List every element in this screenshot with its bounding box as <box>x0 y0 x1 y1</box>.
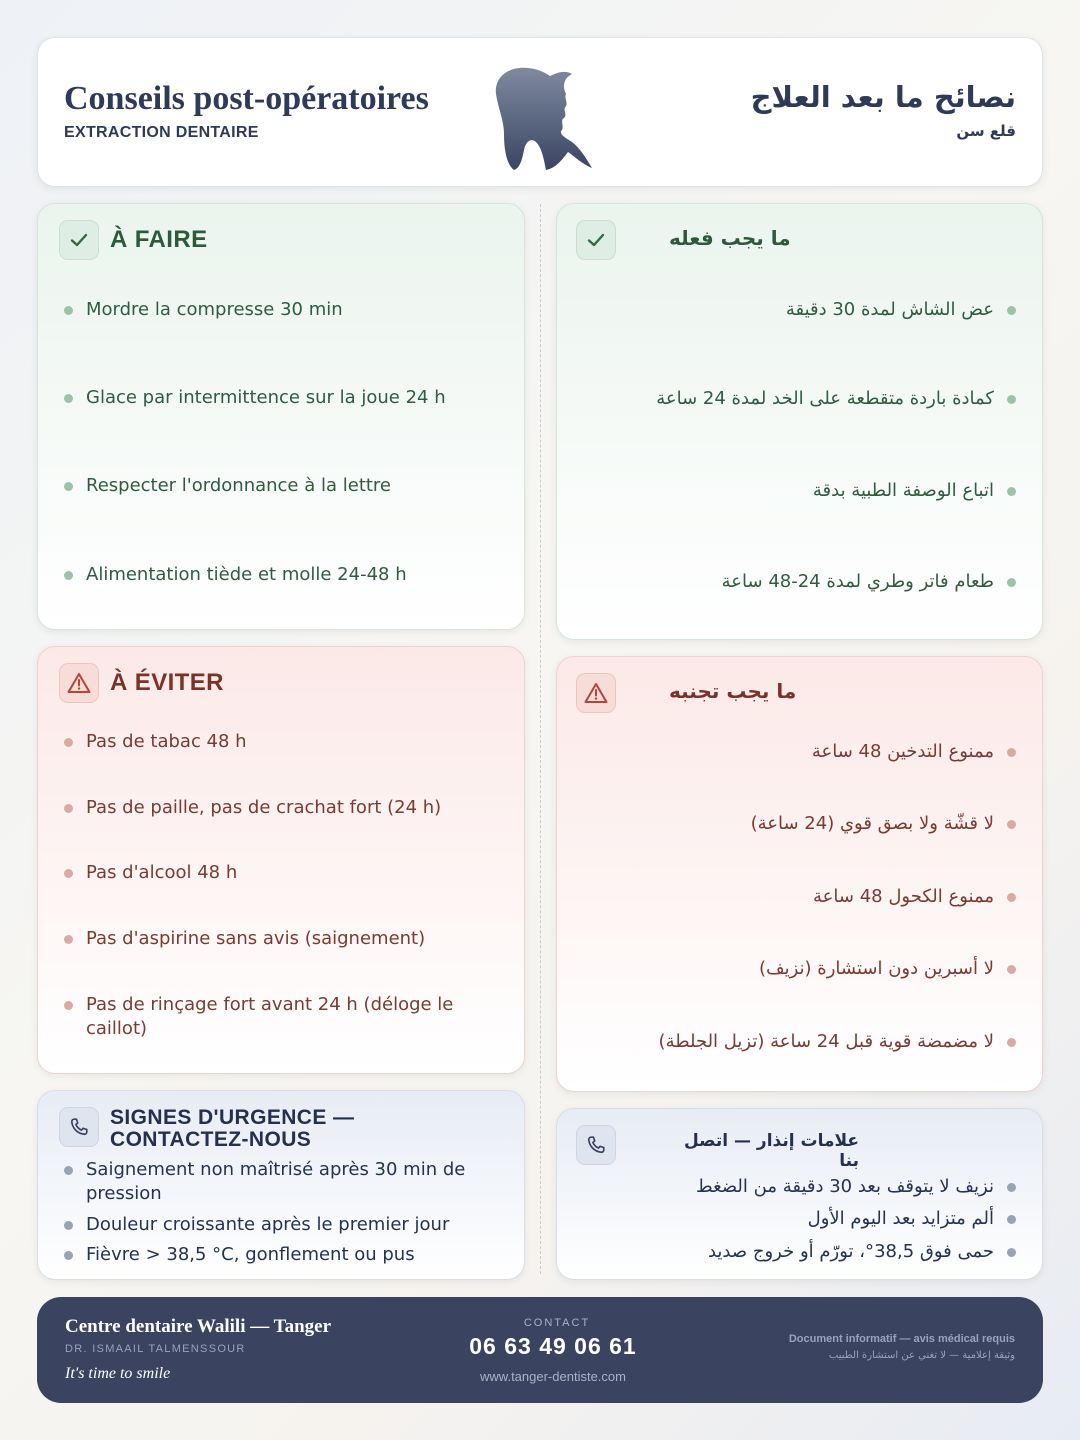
list-item <box>583 570 1016 594</box>
page-subtitle-ar: قلع سن <box>956 122 1016 140</box>
bullet-dot <box>1007 893 1016 902</box>
list-item <box>64 927 498 951</box>
phone-icon <box>576 1125 616 1165</box>
bullet-dot <box>64 804 73 813</box>
checkmark-icon <box>59 220 99 260</box>
urgent-title-fr: SIGNES D'URGENCE — CONTACTEZ-NOUS <box>110 1106 355 1151</box>
list-item <box>64 474 498 498</box>
list-item-text: كمادة باردة متقطعة على الخد لمدة 24 ساعة <box>656 388 994 409</box>
disclaimer-fr: Document informatif — avis médical requis <box>788 1333 1015 1345</box>
todo-section-ar <box>556 203 1043 640</box>
bullet-dot <box>64 394 73 403</box>
urgent-title-ar: علامات إنذار — اتصل بنا <box>683 1131 859 1171</box>
urgent-section-ar <box>556 1108 1043 1280</box>
bullet-dot <box>64 869 73 878</box>
bullet-dot <box>1007 1248 1016 1257</box>
list-item <box>64 730 498 754</box>
list-item <box>583 885 1016 909</box>
avoid-title-ar: ما يجب تجنبه <box>669 679 797 703</box>
list-item <box>64 386 498 410</box>
bullet-dot <box>64 571 73 580</box>
clinic-name: Centre dentaire Walili — Tanger <box>65 1316 332 1337</box>
checkmark-icon <box>576 220 616 260</box>
avoid-section-fr <box>37 646 525 1074</box>
list-item-text: Alimentation tiède et molle 24-48 h <box>86 564 407 585</box>
warning-triangle-icon <box>59 663 99 703</box>
list-item <box>64 993 498 1041</box>
list-item-text: ممنوع التدخين 48 ساعة <box>811 741 994 762</box>
list-item-text: Pas de rinçage fort avant 24 h (déloge le caillot) <box>86 994 454 1039</box>
disclaimer-ar: وثيقة إعلامية — لا تغني عن استشارة الطبيب <box>828 1350 1015 1361</box>
list-item-text: ألم متزايد بعد اليوم الأول <box>807 1208 994 1229</box>
list-item-text: اتباع الوصفة الطبية بدقة <box>812 480 994 501</box>
list-item <box>64 1243 498 1267</box>
todo-section-fr <box>37 203 525 630</box>
list-item <box>583 740 1016 764</box>
urgent-section-fr <box>37 1090 525 1280</box>
page-subtitle-fr: EXTRACTION DENTAIRE <box>64 124 259 141</box>
list-item <box>64 298 498 322</box>
list-item-text: لا قشّة ولا بصق قوي (24 ساعة) <box>750 813 994 834</box>
list-item-text: Fièvre > 38,5 °C, gonflement ou pus <box>86 1244 415 1265</box>
footer-bar <box>37 1297 1043 1403</box>
column-divider <box>540 204 541 1274</box>
list-item-text: لا أسبرين دون استشارة (نزيف) <box>758 958 994 979</box>
warning-triangle-icon <box>576 673 616 713</box>
bullet-dot <box>64 1221 73 1230</box>
page-title-fr: Conseils post-opératoires <box>64 80 429 117</box>
list-item <box>64 796 498 820</box>
list-item <box>583 298 1016 322</box>
list-item-text: نزيف لا يتوقف بعد 30 دقيقة من الضغط <box>696 1176 994 1197</box>
bullet-dot <box>64 1001 73 1010</box>
list-item-text: Glace par intermittence sur la joue 24 h <box>86 387 446 408</box>
list-item-text: Pas de paille, pas de crachat fort (24 h) <box>86 797 442 818</box>
bullet-dot <box>1007 1038 1016 1047</box>
list-item-text: عض الشاش لمدة 30 دقيقة <box>785 299 994 320</box>
bullet-dot <box>64 306 73 315</box>
list-item-text: Pas d'alcool 48 h <box>86 862 238 883</box>
list-item <box>64 1213 498 1237</box>
phone-icon <box>59 1107 99 1147</box>
bullet-dot <box>1007 306 1016 315</box>
bullet-dot <box>1007 748 1016 757</box>
list-item <box>583 957 1016 981</box>
bullet-dot <box>1007 1215 1016 1224</box>
bullet-dot <box>1007 965 1016 974</box>
website-link[interactable]: www.tanger-dentiste.com <box>480 1369 626 1384</box>
bullet-dot <box>64 482 73 491</box>
slogan: It's time to smile <box>65 1365 171 1382</box>
contact-label: CONTACT <box>523 1317 591 1329</box>
list-item <box>583 1240 1016 1264</box>
todo-title-fr: À FAIRE <box>110 226 208 253</box>
list-item <box>583 812 1016 836</box>
list-item-text: طعام فاتر وطري لمدة 24-48 ساعة <box>721 571 994 592</box>
list-item <box>583 387 1016 411</box>
bullet-dot <box>1007 578 1016 587</box>
list-item-text: Pas d'aspirine sans avis (saignement) <box>86 928 426 949</box>
list-item <box>583 1175 1016 1199</box>
list-item-text: Pas de tabac 48 h <box>86 731 247 752</box>
bullet-dot <box>1007 820 1016 829</box>
bullet-dot <box>1007 395 1016 404</box>
phone-number-link[interactable]: 06 63 49 06 61 <box>469 1333 637 1359</box>
bullet-dot <box>64 1251 73 1260</box>
avoid-title-fr: À ÉVITER <box>110 669 224 696</box>
list-item <box>583 479 1016 503</box>
list-item <box>583 1207 1016 1231</box>
list-item-text: Respecter l'ordonnance à la lettre <box>86 475 392 496</box>
doctor-name: DR. ISMAAIL TALMENSSOUR <box>65 1343 246 1355</box>
header-card <box>37 37 1043 187</box>
bullet-dot <box>1007 1183 1016 1192</box>
list-item <box>64 1158 498 1206</box>
bullet-dot <box>1007 487 1016 496</box>
bullet-dot <box>64 738 73 747</box>
list-item-text: Douleur croissante après le premier jour <box>86 1214 450 1235</box>
tooth-profile-icon <box>488 64 596 174</box>
page-title-ar: نصائح ما بعد العلاج <box>750 80 1016 114</box>
list-item <box>583 1030 1016 1054</box>
list-item-text: Mordre la compresse 30 min <box>86 299 343 320</box>
list-item-text: حمى فوق 38,5°، تورّم أو خروج صديد <box>707 1241 994 1262</box>
avoid-section-ar <box>556 656 1043 1092</box>
bullet-dot <box>64 935 73 944</box>
list-item <box>64 861 498 885</box>
bullet-dot <box>64 1166 73 1175</box>
list-item-text: لا مضمضة قوية قبل 24 ساعة (تزيل الجلطة) <box>658 1031 994 1052</box>
list-item-text: Saignement non maîtrisé après 30 min de pression <box>86 1159 466 1204</box>
list-item <box>64 563 498 587</box>
list-item-text: ممنوع الكحول 48 ساعة <box>813 886 994 907</box>
todo-title-ar: ما يجب فعله <box>669 226 791 250</box>
